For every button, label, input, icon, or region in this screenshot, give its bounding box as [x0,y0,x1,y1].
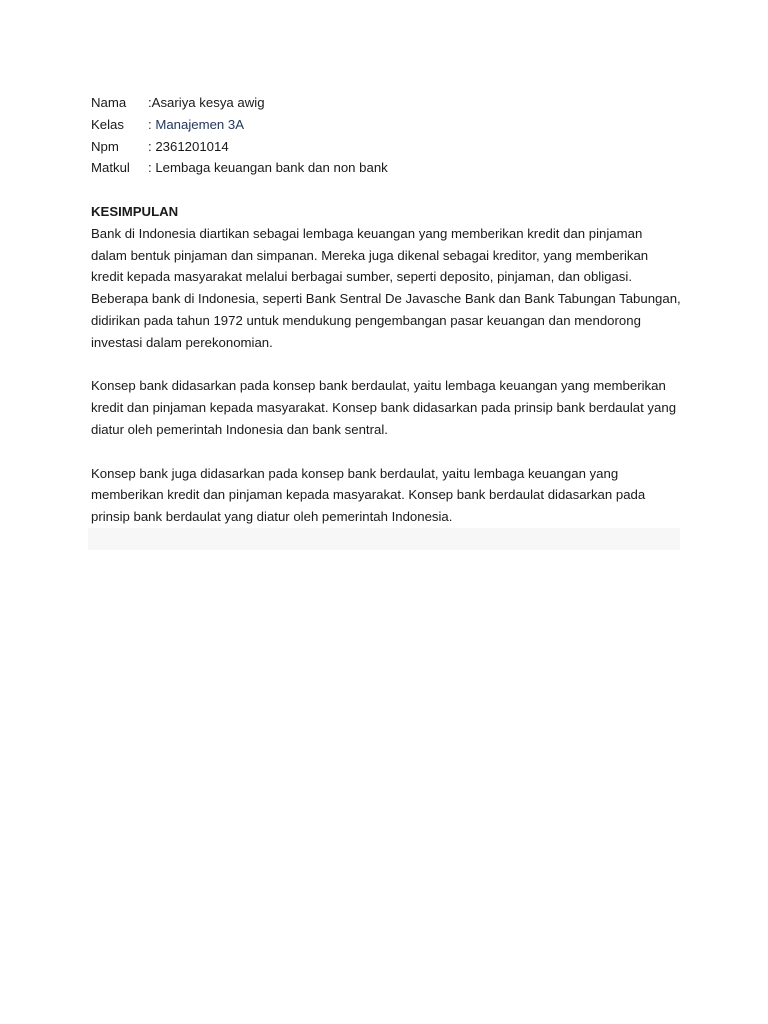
info-label-nama: Nama [91,95,127,110]
paragraph-2: Konsep bank didasarkan pada konsep bank berdaulat, yaitu lembaga keuangan yang memberikan kredit dan pinjaman kepada masyarakat. Konsep bank didasarkan pada prinsip bank berdaulat yang diatur oleh pemerintah Indonesia dan bank sentral. [91,378,677,437]
info-label-matkul: Matkul [91,160,130,176]
info-value-nama: :Asariya kesya awig [148,95,265,110]
paragraph-1: Bank di Indonesia diartikan sebagai lembaga keuangan yang memberikan kredit dan pinjaman dalam bentuk pinjaman dan simpanan. Mereka juga dikenal sebagai kreditor, yang memberikan kredit kepada masyarakat melalui berbagai sumber, seperti deposito, pinjaman, dan obligasi. Beberapa bank di Indonesia, seperti Bank Sentral De Javasche Bank dan Bank Tabungan Tabungan, didirikan pada tahun 1972 untuk mendukung pengembangan pasar keuangan dan mendorong investasi dalam perekonomian. [91,225,681,350]
section-heading: KESIMPULAN [91,203,179,219]
info-row-npm [91,136,681,158]
info-label-kelas: Kelas [91,116,124,132]
info-row-matkul [91,157,681,179]
document-content [91,92,681,528]
info-value-kelas: : Manajemen 3A [148,116,245,132]
info-label-npm: Npm [91,138,119,154]
info-row-kelas [91,114,681,136]
info-row-nama [91,92,681,114]
paragraph-3: Konsep bank juga didasarkan pada konsep bank berdaulat, yaitu lembaga keuangan yang memberikan kredit dan pinjaman kepada masyarakat. Konsep bank berdaulat didasarkan pada prinsip bank berdaulat yang diatur oleh pemerintah Indonesia. [91,465,646,525]
info-value-npm: : 2361201014 [148,138,229,154]
info-value-matkul: : Lembaga keuangan bank dan non bank [148,160,388,176]
shaded-empty-band [88,528,680,550]
